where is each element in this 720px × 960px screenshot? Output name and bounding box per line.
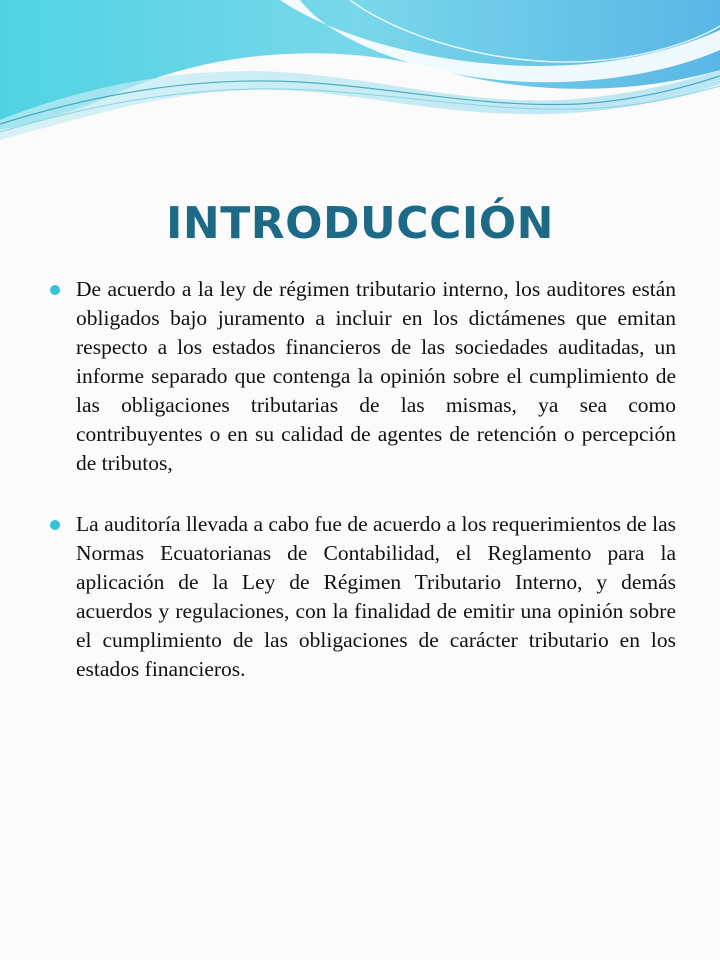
bullet-text: La auditoría llevada a cabo fue de acuerdo a los requerimientos de las Normas Ecuatorianas de Contabilidad, el Reglamento para la aplicación de la Ley de Régimen Tributario Interno, y demás acuerdos y regulaciones, con la finalidad de emitir una opinión sobre el cumplimiento de las obligaciones de carácter tributario en los estados financieros. <box>76 512 676 681</box>
bullet-dot-icon <box>50 285 60 295</box>
slide-title: INTRODUCCIÓN <box>166 198 554 249</box>
decorative-wave-header <box>0 0 720 160</box>
list-item <box>48 275 676 478</box>
list-item <box>48 510 676 684</box>
bullet-dot-icon <box>50 520 60 530</box>
bullet-list <box>48 275 676 716</box>
bullet-text: De acuerdo a la ley de régimen tributario interno, los auditores están obligados bajo juramento a incluir en los dictámenes que emitan respecto a los estados financieros de las sociedades auditadas, un informe separado que contenga la opinión sobre el cumplimiento de las obligaciones tributarias de las mismas, ya sea como contribuyentes o en su calidad de agentes de retención o percepción de tributos, <box>76 277 676 475</box>
